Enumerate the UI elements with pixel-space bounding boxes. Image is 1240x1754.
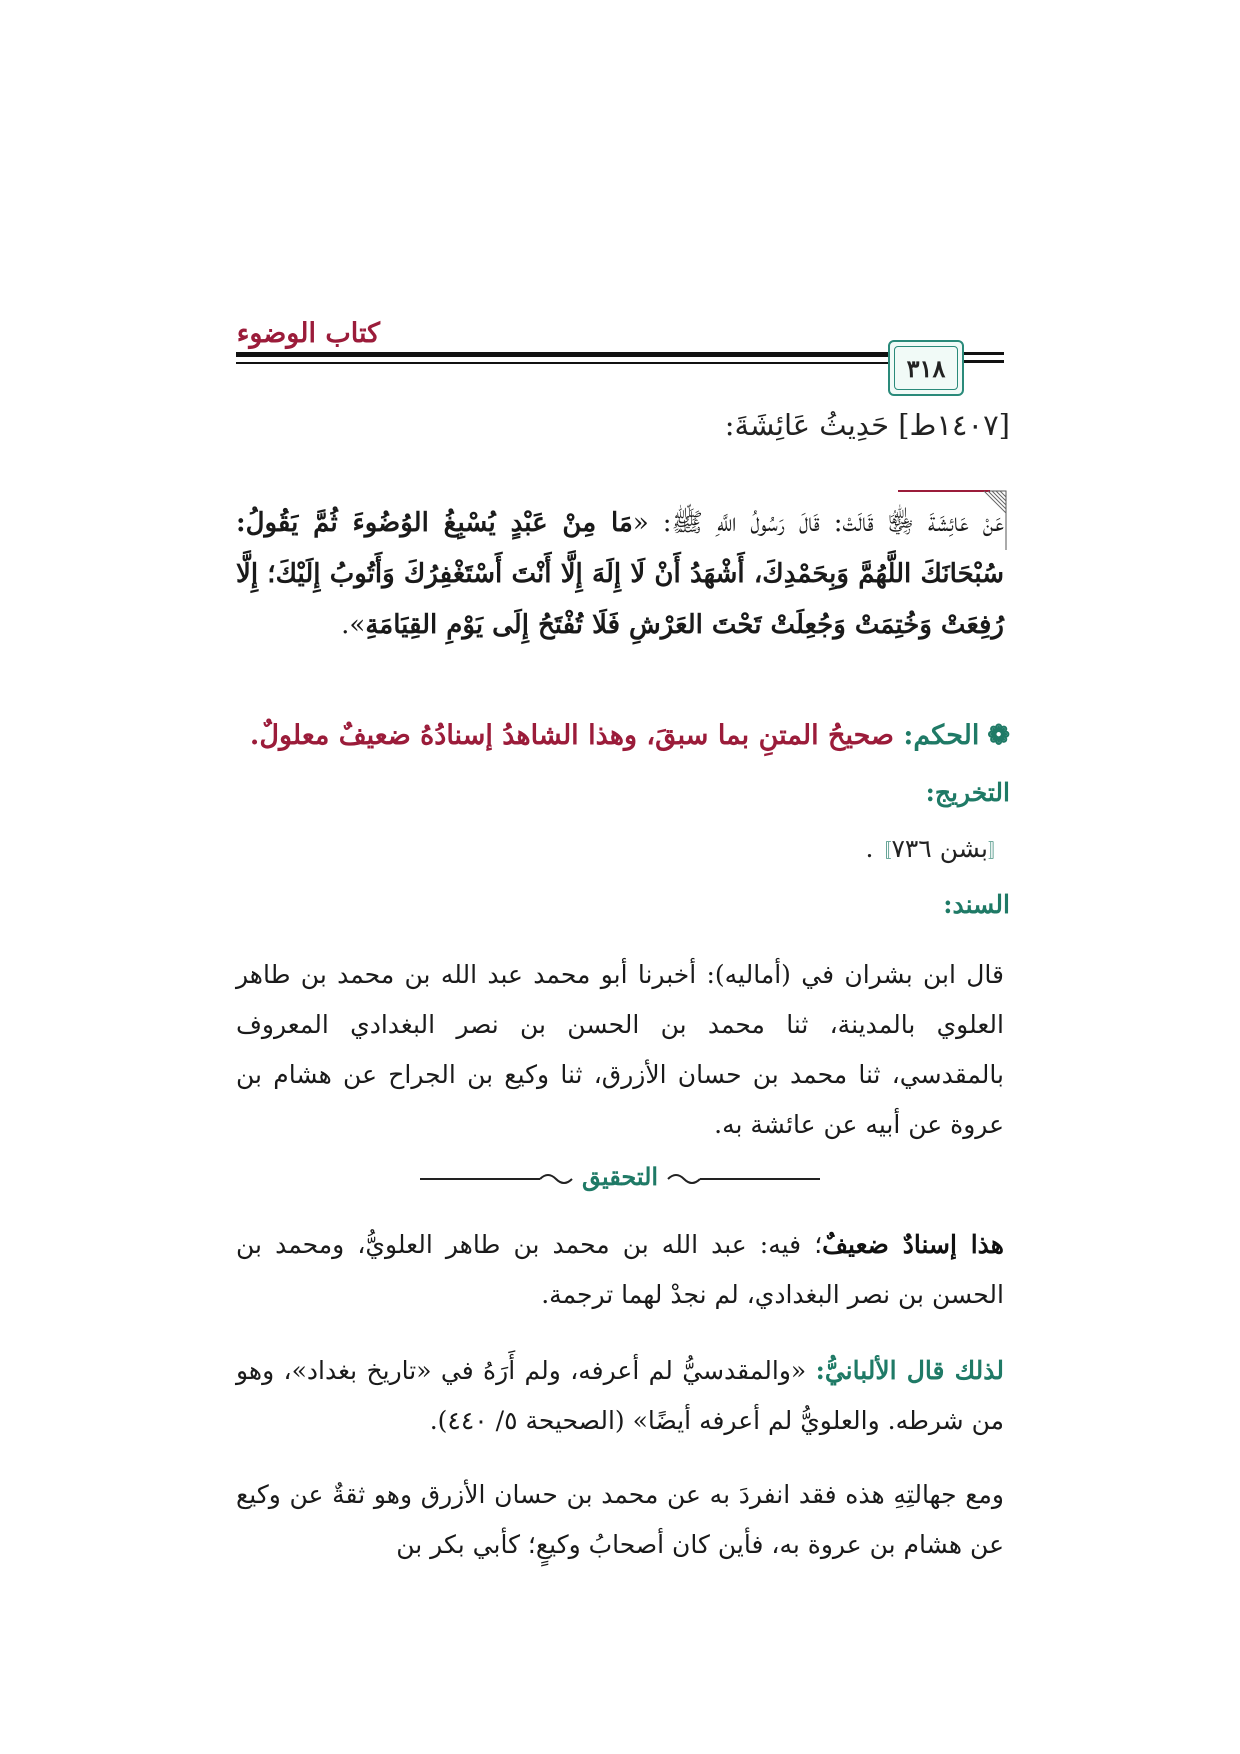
tahqiq-label: التحقيق <box>581 1162 659 1191</box>
verdict-text: صحيحُ المتنِ بما سبقَ، وهذا الشاهدُ إسنادُهُ ضعيفٌ معلولٌ. <box>249 720 904 751</box>
sanad-text: قال ابن بشران في (أماليه): أخبرنا أبو محمد عبد الله بن محمد بن طاهر العلوي بالمدينة، ثنا محمد بن الحسن بن نصر البغدادي المعروف بالمقدسي، ثنا محمد بن حسان الأزرق، ثنا وكيع بن الجراح عن هشام بن عروة عن أبيه عن عائشة به. <box>236 960 1004 1139</box>
flower-icon: ❁ <box>987 720 1010 751</box>
takhrij-reference <box>866 834 1007 863</box>
page-number: ٣١٨ <box>906 353 946 383</box>
takhrij-ref-text: بشن ٧٣٦ <box>891 834 988 863</box>
hadith-body: مَا مِنْ عَبْدٍ يُسْبِغُ الوُضُوءَ ثُمَّ يَقُولُ: سُبْحَانَكَ اللَّهُمَّ وَبِحَمْدِكَ، أَشْهَدُ أَنْ لَا إِلَهَ إِلَّا أَنْتَ أَسْتَغْفِرُكَ وَأَتُوبُ إِلَيْكَ؛ إِلَّا رُفِعَتْ وَخُتِمَتْ وَجُعِلَتْ تَحْتَ العَرْشِ فَلَا تُفْتَحُ إِلَى يَوْمِ القِيَامَةِ <box>236 508 1004 640</box>
header-rule-bottom-left <box>962 360 1004 363</box>
sanad-label: السند: <box>943 890 1010 919</box>
tahqiq-p1-bold: هذا إسنادٌ ضعيفٌ <box>822 1230 1004 1259</box>
header-rule-top-left <box>962 352 1004 355</box>
tahqiq-p1-text: ؛ فيه: عبد الله بن محمد بن طاهر العلويُّ، ومحمد بن الحسن بن نصر البغدادي، لم نجدْ لهما ترجمة. <box>236 1230 1004 1309</box>
header-rule-top-right <box>236 352 888 357</box>
section-heading: [١٤٠٧ط] حَدِيثُ عَائِشَةَ: <box>724 408 1010 442</box>
hadith-lead: عَنْ عَائِشَةَ ﵂ قَالَتْ: قَالَ رَسُولُ اللَّهِ ﷺ: « <box>632 508 1004 538</box>
verdict-label: الحكم: <box>903 720 980 751</box>
verdict-line <box>210 720 1010 751</box>
tahqiq-p2-bold: لذلك قال الألبانيُّ: <box>815 1356 1005 1385</box>
takhrij-ref-end: . <box>865 834 874 863</box>
tahqiq-paragraph-2 <box>236 1346 1004 1446</box>
bracket-close-icon: 〛 <box>873 841 892 862</box>
hadith-tail: ». <box>341 610 366 640</box>
tahqiq-paragraph-3: ومع جهالتِهِ هذه فقد انفردَ به عن محمد بن حسان الأزرق وهو ثقةٌ عن وكيع عن هشام بن عروة به، فأين كان أصحابُ وكيعٍ؛ كأبي بكر بن <box>236 1480 1004 1559</box>
tahqiq-paragraph-1 <box>236 1220 1004 1320</box>
hadith-text <box>236 498 1004 651</box>
page-number-box <box>888 340 964 396</box>
takhrij-label: التخريج: <box>925 778 1010 807</box>
tahqiq-p2-text: «والمقدسيُّ لم أعرفه، ولم أَرَهُ في «تاريخ بغداد»، وهو من شرطه. والعلويُّ لم أعرفه أيضًا» (الصحيحة ٥/ ٤٤٠). <box>236 1356 1004 1435</box>
book-title: كتاب الوضوء <box>236 318 380 349</box>
bracket-open-icon: 〚 <box>988 841 1006 862</box>
header-rule-bottom-right <box>236 362 888 364</box>
